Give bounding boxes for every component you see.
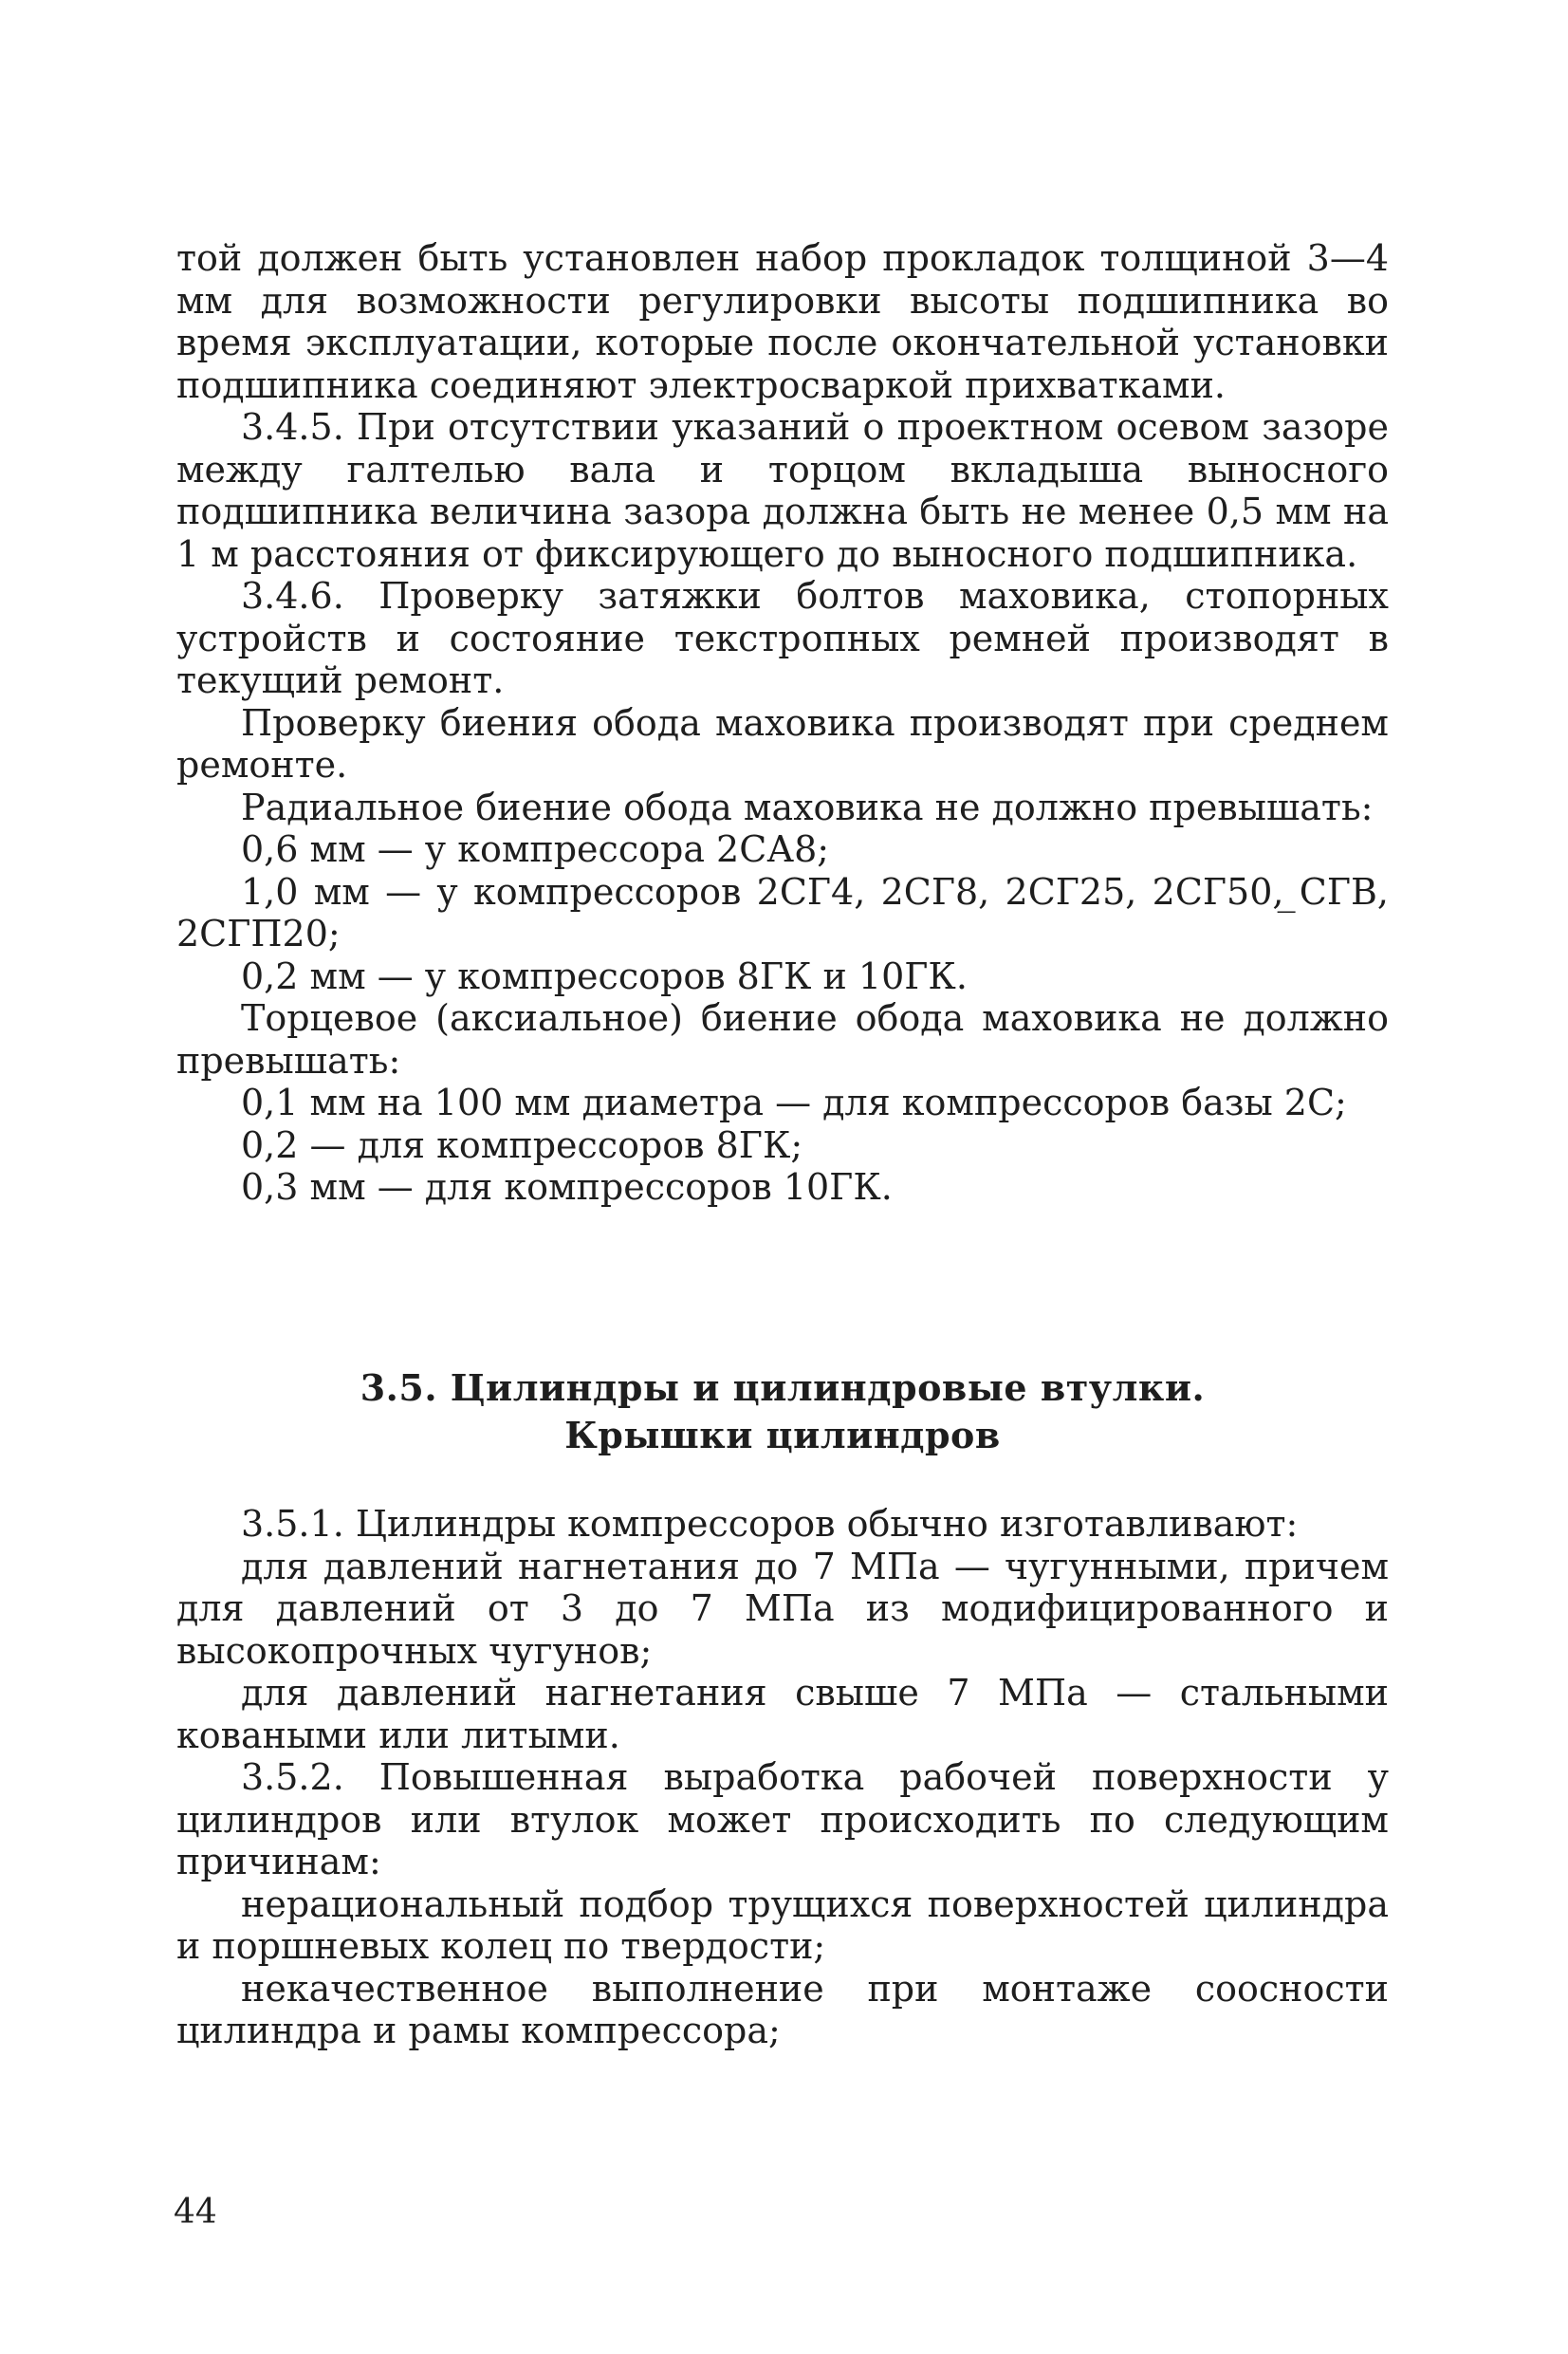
paragraph-3-5-2: 3.5.2. Повышенная выработка рабочей поверхности у цилиндров или втулок может происходить по следующим причинам: <box>176 1756 1389 1882</box>
list-item-hardness: нерациональный подбор трущихся поверхностей цилиндра и поршневых колец по твердости; <box>176 1882 1389 1967</box>
section-heading-line-1: 3.5. Цилиндры и цилиндровые втулки. <box>360 1366 1206 1409</box>
paragraph-radial-runout: Радиальное биение обода маховика не должно превышать: <box>241 786 1374 828</box>
section-heading-line-2: Крышки цилиндров <box>564 1414 1001 1456</box>
paragraph-flywheel-runout-check: Проверку биения обода маховика производят при среднем ремонте. <box>176 701 1389 786</box>
paragraph-continuation: той должен быть установлен набор прокладок толщиной 3—4 мм для возможности регулировки высоты подшипника во время эксплуатации, которые после окончательной установки подшипника соединяют электросваркой прихватками. <box>176 237 1389 406</box>
section-heading <box>176 1364 1389 1459</box>
list-item-axial-1: 0,1 мм на 100 мм диаметра — для компрессоров базы 2С; <box>241 1082 1347 1123</box>
list-item-axial-3: 0,3 мм — для компрессоров 10ГК. <box>241 1166 893 1208</box>
list-item-radial-1: 0,6 мм — у компрессора 2СА8; <box>241 828 830 870</box>
list-item-radial-2: 1,0 мм — у компрессоров 2СГ4, 2СГ8, 2СГ25, 2СГ50, ̲СГВ, 2СГП20; <box>176 870 1389 955</box>
paragraph-3-4-5: 3.4.5. При отсутствии указаний о проектном осевом зазоре между галтелью вала и торцом вкладыша выносного подшипника величина зазора должна быть не менее 0,5 мм на 1 м расстояния от фиксирующего до выносного подшипника. <box>176 406 1389 575</box>
paragraph-axial-runout: Торцевое (аксиальное) биение обода маховика не должно превышать: <box>176 997 1389 1082</box>
list-item-alignment: некачественное выполнение при монтаже соосности цилиндра и рамы компрессора; <box>176 1967 1389 2051</box>
paragraph-3-5-1: 3.5.1. Цилиндры компрессоров обычно изготавливают: <box>241 1503 1299 1545</box>
list-item-radial-3: 0,2 мм — у компрессоров 8ГК и 10ГК. <box>241 955 968 997</box>
bottom-text-block <box>176 1503 1389 2052</box>
top-text-block <box>176 237 1389 1209</box>
list-item-axial-2: 0,2 — для компрессоров 8ГК; <box>241 1123 803 1166</box>
list-item-steel: для давлений нагнетания свыше 7 МПа — стальными коваными или литыми. <box>176 1672 1389 1756</box>
list-item-cast-iron: для давлений нагнетания до 7 МПа — чугунными, причем для давлений от 3 до 7 МПа из модифицированного и высокопрочных чугунов; <box>176 1545 1389 1672</box>
paragraph-3-4-6: 3.4.6. Проверку затяжки болтов маховика, стопорных устройств и состояние текстропных ремней производят в текущий ремонт. <box>176 575 1389 701</box>
page-number: 44 <box>174 2193 217 2232</box>
